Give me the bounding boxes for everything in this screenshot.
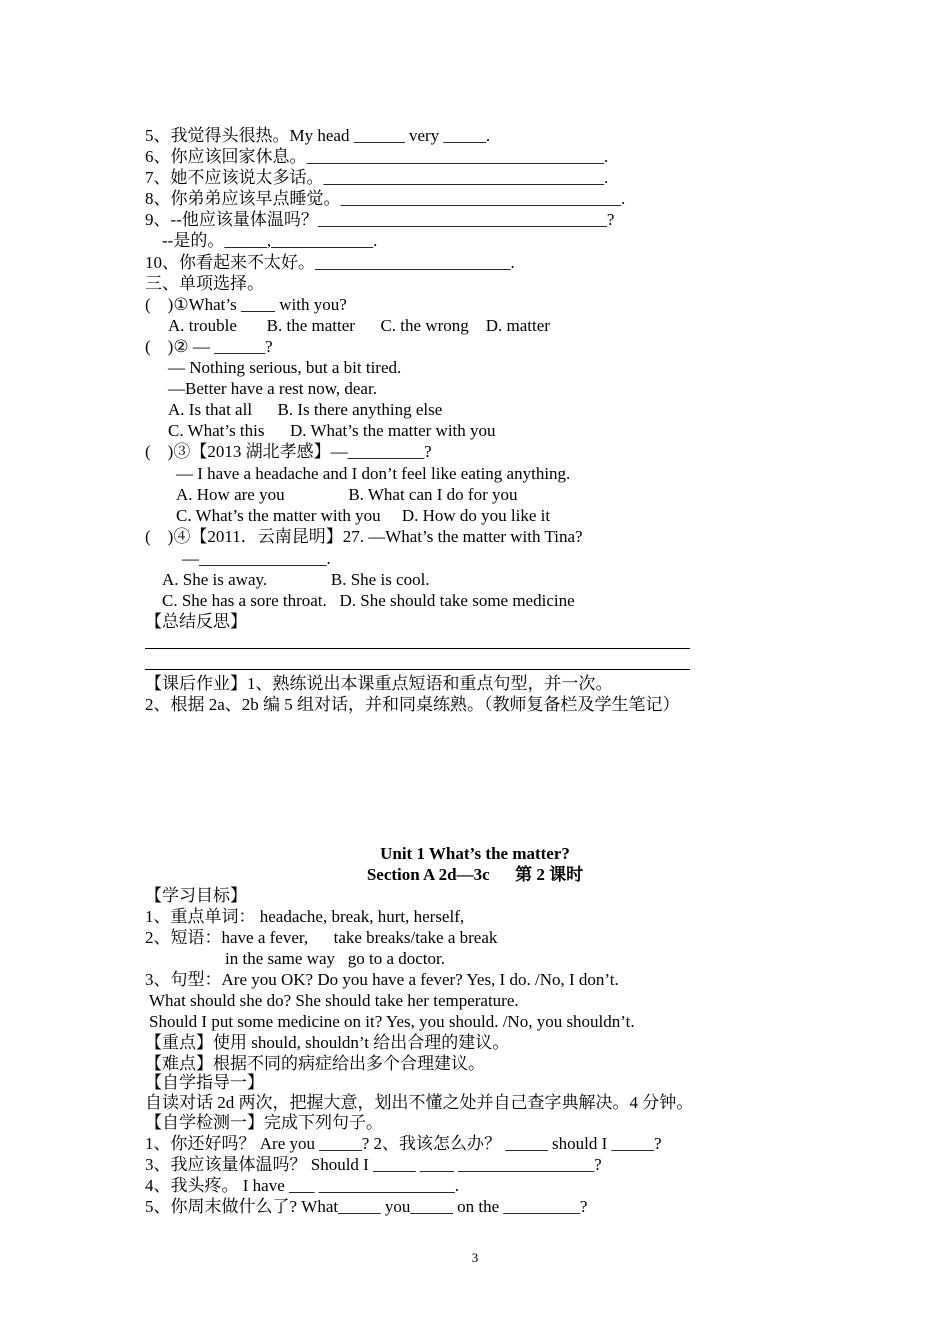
question-8: 8、你弟弟应该早点睡觉。_________________________________. bbox=[145, 189, 626, 208]
choice-question-1-options: A. trouble B. the matter C. the wrong D. matter bbox=[168, 316, 550, 335]
choice-question-4-options-cd: C. She has a sore throat. D. She should take some medicine bbox=[162, 591, 575, 610]
question-6: 6、你应该回家休息。___________________________________. bbox=[145, 147, 609, 166]
section-heading-choice: 三、单项选择。 bbox=[145, 274, 264, 293]
goal-sentences-2: What should she do? She should take her temperature. bbox=[149, 991, 519, 1010]
lesson-title: Unit 1 What’s the matter? bbox=[380, 844, 570, 863]
difficulty-point: 【难点】根据不同的病症给出多个合理建议。 bbox=[145, 1054, 485, 1073]
goal-words: 1、重点单词： headache, break, hurt, herself, bbox=[145, 907, 465, 926]
goal-phrases: 2、短语：have a fever, take breaks/take a break bbox=[145, 928, 498, 947]
choice-question-3-options-ab: A. How are you B. What can I do for you bbox=[176, 485, 518, 504]
check-item-4: 4、我头疼。 I have ___ ________________. bbox=[145, 1176, 460, 1195]
guide-heading: 【自学指导一】 bbox=[145, 1073, 264, 1092]
lesson-subtitle: Section A 2d—3c 第 2 课时 bbox=[366, 865, 584, 884]
guide-text: 自读对话 2d 两次，把握大意，划出不懂之处并自己查字典解决。4 分钟。 bbox=[145, 1093, 694, 1112]
choice-question-4: ( )④【2011．云南昆明】27. —What’s the matter with Tina? bbox=[145, 527, 583, 546]
goal-sentences: 3、句型：Are you OK? Do you have a fever? Yes, I do. /No, I don’t. bbox=[145, 970, 619, 989]
homework-line-2: 2、根据 2a、2b 编 5 组对话，并和同桌练熟。（教师复备栏及学生笔记） bbox=[145, 695, 680, 714]
check-item-1-2: 1、你还好吗？ Are you _____? 2、我该怎么办？ _____ should I _____? bbox=[145, 1134, 662, 1153]
choice-question-2-options-ab: A. Is that all B. Is there anything else bbox=[168, 400, 443, 419]
choice-question-2-line-2: —Better have a rest now, dear. bbox=[168, 379, 377, 398]
summary-heading: 【总结反思】 bbox=[145, 612, 247, 631]
choice-question-4-options-ab: A. She is away. B. She is cool. bbox=[162, 570, 430, 589]
question-9-answer: --是的。_____,____________. bbox=[162, 231, 378, 250]
choice-question-2: ( )② — ______? bbox=[145, 337, 273, 356]
summary-answer-line-2 bbox=[145, 669, 690, 670]
question-7: 7、她不应该说太多话。_________________________________. bbox=[145, 168, 609, 187]
question-5: 5、我觉得头很热。My head ______ very _____. bbox=[145, 126, 491, 145]
summary-answer-line-1 bbox=[145, 648, 690, 649]
question-10: 10、你看起来不太好。_______________________. bbox=[145, 253, 515, 272]
choice-question-3-options-cd: C. What’s the matter with you D. How do you like it bbox=[176, 506, 551, 525]
question-9: 9、--他应该量体温吗？__________________________________? bbox=[145, 210, 615, 229]
check-item-3: 3、我应该量体温吗？ Should I _____ ____ ________________? bbox=[145, 1155, 602, 1174]
choice-question-2-options-cd: C. What’s this D. What’s the matter with you bbox=[168, 421, 496, 440]
goal-phrases-2: in the same way go to a doctor. bbox=[225, 949, 446, 968]
choice-question-4-line-1: —_______________. bbox=[182, 549, 331, 568]
homework-line-1: 【课后作业】1、熟练说出本课重点短语和重点句型，并一次。 bbox=[145, 674, 613, 693]
key-point: 【重点】使用 should, shouldn’t 给出合理的建议。 bbox=[145, 1033, 510, 1052]
choice-question-3: ( )③【2013 湖北孝感】—_________? bbox=[145, 442, 432, 461]
choice-question-1: ( )①What’s ____ with you? bbox=[145, 295, 347, 314]
choice-question-3-line-1: — I have a headache and I don’t feel like eating anything. bbox=[176, 464, 571, 483]
check-heading: 【自学检测一】完成下列句子。 bbox=[145, 1113, 383, 1132]
choice-question-2-line-1: — Nothing serious, but a bit tired. bbox=[168, 358, 402, 377]
page-number: 3 bbox=[471, 1250, 479, 1265]
goals-heading: 【学习目标】 bbox=[145, 886, 247, 905]
goal-sentences-3: Should I put some medicine on it? Yes, you should. /No, you shouldn’t. bbox=[149, 1012, 635, 1031]
check-item-5: 5、你周末做什么了? What_____ you_____ on the _________? bbox=[145, 1197, 588, 1216]
